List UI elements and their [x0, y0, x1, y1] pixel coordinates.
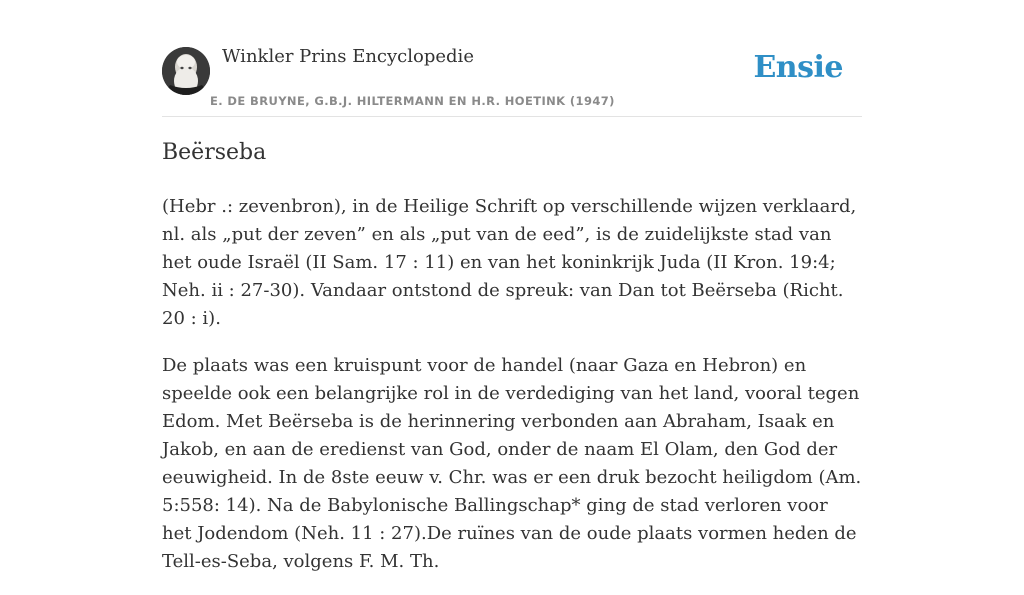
article-paragraph: De plaats was een kruispunt voor de handel (naar Gaza en Hebron) en speelde ook een belangrijke rol in de verdediging van het land, vooral tegen Edom. Met Beërseba is de herinnering verbonden aan Abraham, Isaak en Jakob, en aan de eredienst van God, onder de naam El Olam, den God der eeuwigheid. In de 8ste eeuw v. Chr. was er een druk bezocht heiligdom (Am. 5:558: 14). Na de Babylonische Ballingschap* ging de stad verloren voor het Jodendom (Neh. 11 : 27).De ruïnes van de oude plaats vormen heden de Tell-es-Seba, volgens F. M. Th. [162, 355, 862, 572]
brand-logo[interactable]: Ensie [753, 50, 843, 85]
article-body [162, 193, 862, 595]
author-avatar [162, 47, 210, 95]
source-header [162, 0, 862, 117]
article-title: Beërseba [162, 140, 267, 165]
article-page [162, 0, 862, 572]
portrait-avatar-icon [162, 47, 210, 95]
source-authors: E. DE BRUYNE, G.B.J. HILTERMANN EN H.R. HOETINK (1947) [210, 94, 615, 108]
article-paragraph: (Hebr .: zevenbron), in de Heilige Schrift op verschillende wijzen verklaard, nl. als „put der zeven” en als „put van de eed”, is de zuidelijkste stad van het oude Israël (II Sam. 17 : 11) en van het koninkrijk Juda (II Kron. 19:4; Neh. ii : 27-30). Vandaar ontstond de spreuk: van Dan tot Beërseba (Richt. 20 : i). [162, 196, 857, 329]
source-title[interactable]: Winkler Prins Encyclopedie [222, 46, 474, 67]
